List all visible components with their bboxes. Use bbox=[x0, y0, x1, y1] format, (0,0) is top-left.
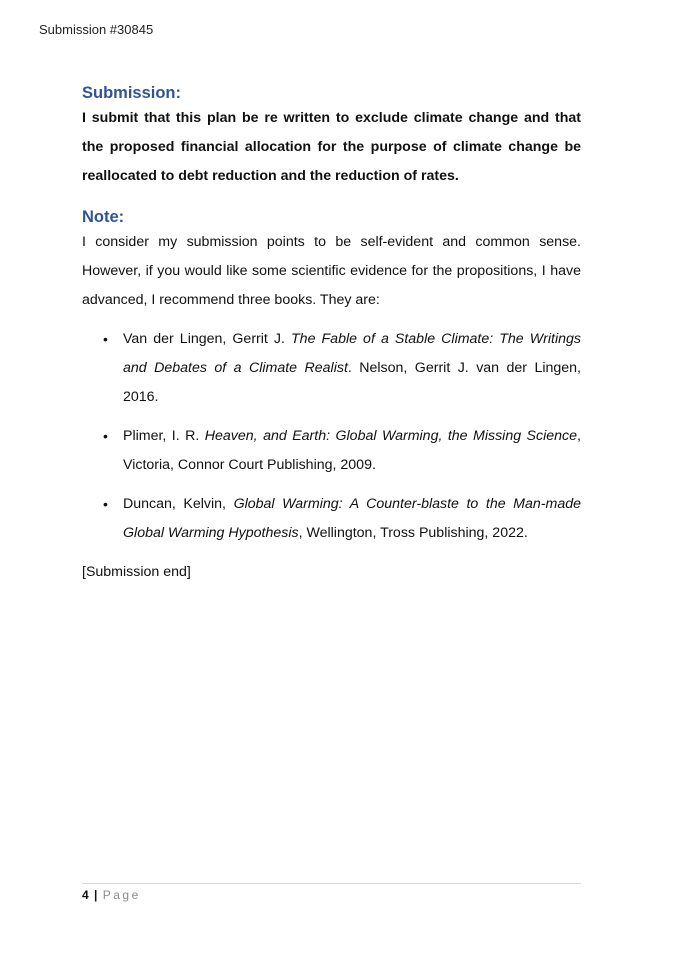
reference-publisher: , Victoria, Connor Court Publishing, 2009. bbox=[123, 428, 581, 473]
reference-item bbox=[82, 490, 581, 548]
page-number: 4 bbox=[82, 888, 90, 902]
bullet-icon: • bbox=[103, 331, 108, 347]
submission-id: Submission #30845 bbox=[39, 22, 154, 37]
reference-item bbox=[82, 422, 581, 480]
submission-text: I submit that this plan be re written to exclude climate change and that the proposed financial allocation for the purpose of climate change be reallocated to debt reduction and the reduction of rates. bbox=[82, 110, 581, 184]
document-body bbox=[82, 82, 581, 587]
reference-publisher: , Wellington, Tross Publishing, 2022. bbox=[298, 525, 528, 541]
note-text: I consider my submission points to be self-evident and common sense. However, if you would like some scientific evidence for the propositions, I have advanced, I recommend three books. They are: bbox=[82, 234, 581, 308]
reference-item bbox=[82, 325, 581, 412]
bullet-icon: • bbox=[103, 428, 108, 444]
reference-author: Duncan, Kelvin, bbox=[123, 496, 234, 512]
note-heading: Note: bbox=[82, 208, 125, 226]
reference-title: Global Warming: A Counter-blaste to the Man-made Global Warming Hypothesis bbox=[123, 496, 581, 541]
reference-list bbox=[82, 325, 581, 548]
reference-title: Heaven, and Earth: Global Warming, the Missing Science bbox=[204, 428, 578, 444]
bullet-icon: • bbox=[103, 496, 108, 512]
page-label: Page bbox=[102, 888, 141, 902]
reference-author: Plimer, I. R. bbox=[123, 428, 205, 444]
reference-publisher: . Nelson, Gerrit J. van der Lingen, 2016. bbox=[123, 360, 581, 405]
page-footer bbox=[82, 883, 581, 902]
submission-heading: Submission: bbox=[82, 84, 182, 102]
submission-end: [Submission end] bbox=[82, 564, 191, 580]
footer-separator: | bbox=[94, 888, 99, 902]
reference-author: Van der Lingen, Gerrit J. bbox=[123, 331, 292, 347]
reference-title: The Fable of a Stable Climate: The Writings and Debates of a Climate Realist bbox=[123, 331, 581, 376]
